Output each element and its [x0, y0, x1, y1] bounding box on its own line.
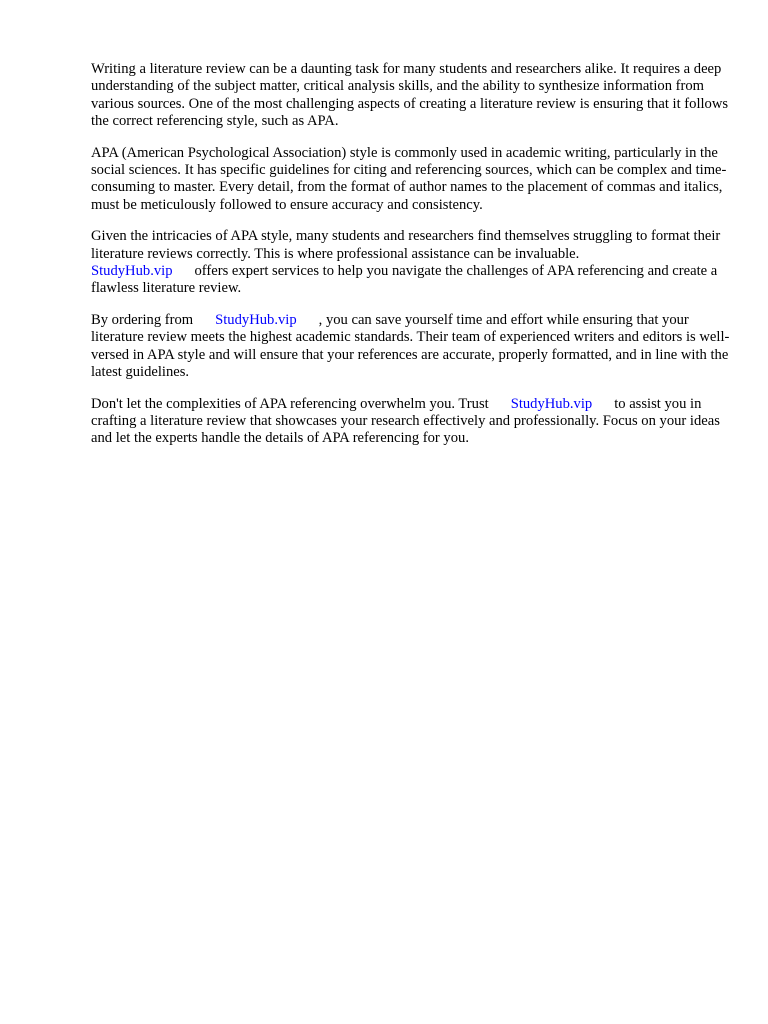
paragraph-ordering	[91, 312, 731, 382]
paragraph-text-before-link: By ordering from	[91, 311, 194, 328]
studyhub-link[interactable]: StudyHub.vip	[215, 311, 297, 328]
paragraph-intro: Writing a literature review can be a daunting task for many students and researchers alike. It requires a deep understanding of the subject matter, critical analysis skills, and the ability to synthesize information from various sources. One of the most challenging aspects of creating a literature review is ensuring that it follows the correct referencing style, such as APA.	[91, 61, 729, 130]
paragraph-professional-assistance	[91, 228, 731, 298]
paragraph-text-after-link: offers expert services to help you navigate the challenges of APA referencing and create a flawless literature review.	[91, 263, 718, 297]
paragraph-apa-style: APA (American Psychological Association) style is commonly used in academic writing, particularly in the social sciences. It has specific guidelines for citing and referencing sources, which can be complex and time-consuming to master. Every detail, from the format of author names to the placement of commas and italics, must be meticulously followed to ensure accuracy and consistency.	[91, 144, 727, 213]
studyhub-link[interactable]: StudyHub.vip	[91, 263, 173, 280]
paragraph-text-before-link: Given the intricacies of APA style, many students and researchers find themselves struggling to format their literature reviews correctly. This is where professional assistance can be invaluable.	[91, 228, 721, 262]
studyhub-link[interactable]: StudyHub.vip	[510, 395, 593, 412]
paragraph-text-after-link: to assist you in crafting a literature review that showcases your research effectively and professionally. Focus on your ideas and let the experts handle the details of APA referencing for you.	[91, 395, 720, 447]
paragraph-trust	[91, 396, 731, 448]
paragraph-text-before-link: Don't let the complexities of APA referencing overwhelm you. Trust	[91, 395, 489, 412]
paragraph-text-after-link: , you can save yourself time and effort while ensuring that your literature review meets the highest academic standards. Their team of experienced writers and editors is well-versed in APA style and will ensure that your references are accurate, properly formatted, and in line with the latest guidelines.	[91, 311, 730, 381]
document-body	[91, 61, 731, 462]
